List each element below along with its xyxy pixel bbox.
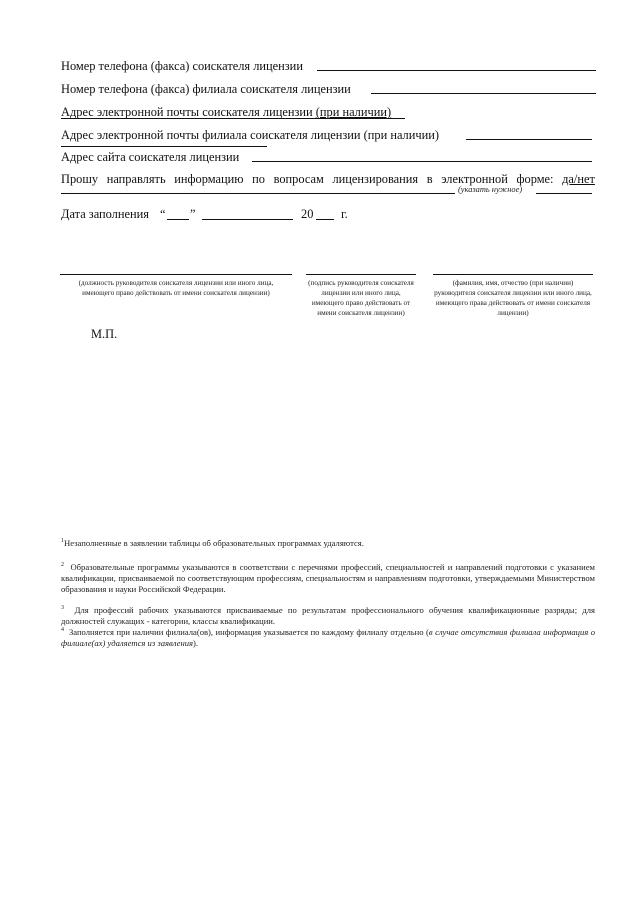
date-year-prefix: 20 — [301, 207, 314, 221]
email-branch-field-line2[interactable] — [61, 146, 267, 147]
footnote-3 — [61, 605, 595, 627]
request-word: вопросам — [273, 172, 324, 186]
email-branch-note: (при наличии) — [363, 128, 439, 142]
signature-field[interactable] — [306, 274, 416, 275]
name-caption: (фамилия, имя, отчество (при наличии) руководителя соискателя лицензии или иного лица, имеющего права действовать от имени соискателя лицензии) — [434, 279, 592, 317]
request-word: в — [426, 172, 433, 186]
footnote-3-text: Для профессий рабочих указываются присваиваемые по результатам профессионального обучения квалификационные разряды; для должностей служащих - категории, классы квалификации. — [61, 605, 596, 626]
request-hint: (указать нужное) — [458, 185, 523, 194]
footnote-2-text: Образовательные программы указываются в соответствии с перечнями профессий, специальностей и направлений подготовки с указанием квалификации, присваиваемой по соответствующим профессиям, специальностям и направлениям подготовки, утверждаемыми Министерством образования и науки Российской Федерации. — [61, 562, 595, 594]
footnote-1-mark: 1 — [61, 538, 64, 545]
phone-applicant-field[interactable] — [317, 70, 596, 71]
stamp-label: М.П. — [91, 327, 118, 341]
request-hint-line-end — [536, 193, 592, 194]
footnote-1 — [61, 538, 595, 549]
footnote-1-text: Незаполненные в заявлении таблицы об образовательных программах удаляются. — [64, 538, 364, 548]
request-word: направлять — [106, 172, 166, 186]
request-word: информацию — [174, 172, 244, 186]
email-applicant-field[interactable] — [61, 118, 405, 119]
phone-applicant-label: Номер телефона (факса) соискателя лицензии — [61, 59, 303, 73]
website-label: Адрес сайта соискателя лицензии — [61, 150, 240, 164]
email-applicant-label: Адрес электронной почты соискателя лицензии — [61, 105, 316, 119]
footnote-4-mark: 4 — [61, 627, 64, 634]
name-field[interactable] — [433, 274, 593, 275]
footnote-2-mark: 2 — [61, 562, 64, 569]
date-year-suffix: г. — [341, 207, 348, 221]
website-field[interactable] — [252, 161, 592, 162]
footnote-4-end: ). — [193, 638, 199, 648]
footnote-4-italic: в случае отсутствия филиала информация о филиале(ах) удаляется из заявления — [61, 627, 595, 648]
phone-branch-field[interactable] — [371, 93, 596, 94]
signature-caption: (подпись руководителя соискателя лицензии или иного лица, имеющего право действовать от имени соискателя лицензии) — [308, 279, 414, 317]
email-branch-label: Адрес электронной почты филиала соискателя лицензии — [61, 128, 364, 142]
email-branch-row — [61, 128, 439, 142]
request-word: электронной — [441, 172, 508, 186]
footnote-4 — [61, 627, 595, 649]
date-year-field[interactable] — [316, 219, 334, 220]
email-applicant-row — [61, 105, 391, 119]
request-word: по — [252, 172, 265, 186]
date-month-field[interactable] — [202, 219, 293, 220]
request-word: Прошу — [61, 172, 99, 186]
request-choice[interactable]: да/нет — [562, 172, 595, 186]
email-branch-field[interactable] — [466, 139, 592, 140]
position-caption: (должность руководителя соискателя лицензии или иного лица, имеющего право действовать от имени соискателя лицензии) — [78, 279, 274, 297]
date-open-quote: “ — [160, 207, 166, 221]
request-line — [61, 172, 595, 186]
date-day-field[interactable] — [167, 219, 189, 220]
request-word: форме: — [516, 172, 554, 186]
request-hint-line — [61, 193, 455, 194]
date-close-quote: ” — [190, 207, 196, 221]
email-applicant-note: (при наличии) — [315, 105, 392, 119]
footnote-2 — [61, 562, 595, 595]
position-field[interactable] — [60, 274, 292, 275]
footnote-4-text: Заполняется при наличии филиала(ов), информация указывается по каждому филиалу отдельно ( — [68, 627, 429, 637]
footnote-3-mark: 3 — [61, 605, 64, 612]
date-label: Дата заполнения — [61, 207, 149, 221]
request-word: лицензирования — [332, 172, 419, 186]
phone-branch-label: Номер телефона (факса) филиала соискателя лицензии — [61, 82, 351, 96]
